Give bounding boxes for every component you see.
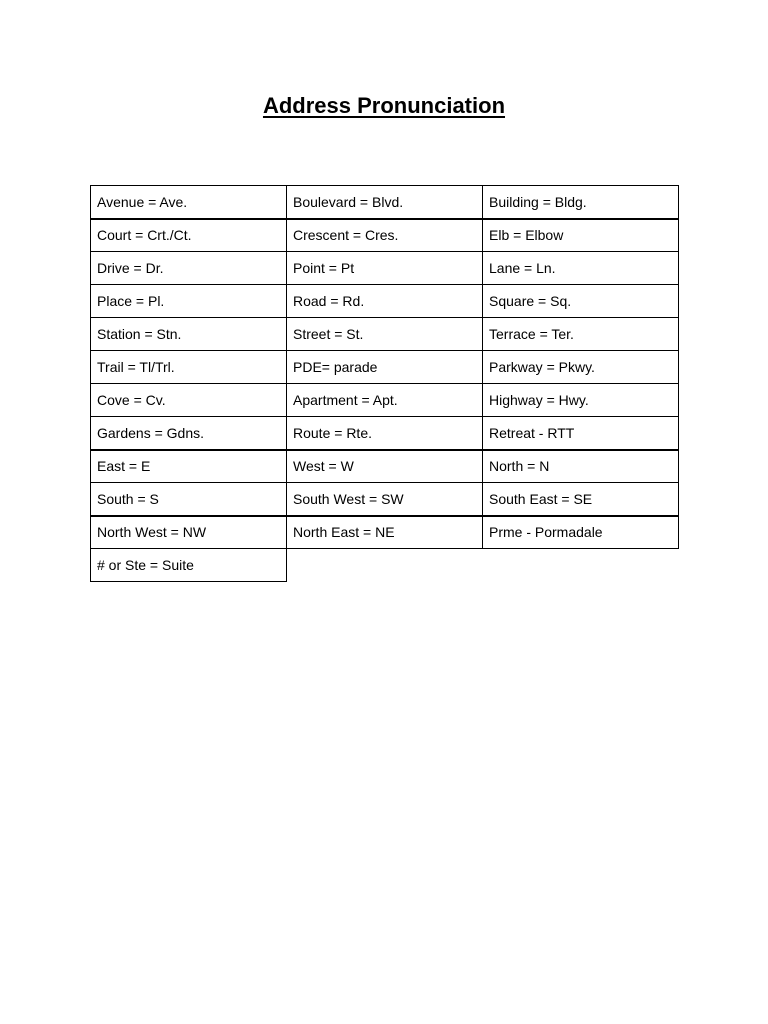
table-cell: Road = Rd. xyxy=(287,285,483,318)
table-cell: Crescent = Cres. xyxy=(287,219,483,252)
table-row xyxy=(91,186,679,219)
table-cell: Gardens = Gdns. xyxy=(91,417,287,450)
table-cell: Boulevard = Blvd. xyxy=(287,186,483,219)
table-cell: Elb = Elbow xyxy=(483,219,679,252)
table-cell: North = N xyxy=(483,450,679,483)
table-cell: Place = Pl. xyxy=(91,285,287,318)
table-cell: Parkway = Pkwy. xyxy=(483,351,679,384)
table-cell: Square = Sq. xyxy=(483,285,679,318)
table-cell: Route = Rte. xyxy=(287,417,483,450)
table-cell: North West = NW xyxy=(91,516,287,549)
table-cell: South West = SW xyxy=(287,483,483,516)
table-cell: PDE= parade xyxy=(287,351,483,384)
table-cell: Lane = Ln. xyxy=(483,252,679,285)
table-cell: Retreat - RTT xyxy=(483,417,679,450)
table-cell: South = S xyxy=(91,483,287,516)
table-cell: Cove = Cv. xyxy=(91,384,287,417)
table-row xyxy=(91,516,679,549)
table-row xyxy=(91,384,679,417)
table-cell: Terrace = Ter. xyxy=(483,318,679,351)
table-row xyxy=(91,483,679,516)
table-row xyxy=(91,219,679,252)
table-row xyxy=(91,450,679,483)
table-cell: Building = Bldg. xyxy=(483,186,679,219)
table-cell: Station = Stn. xyxy=(91,318,287,351)
table-row xyxy=(91,417,679,450)
table-cell: Point = Pt xyxy=(287,252,483,285)
table-cell: Street = St. xyxy=(287,318,483,351)
table-cell: Court = Crt./Ct. xyxy=(91,219,287,252)
page-title: Address Pronunciation xyxy=(262,93,506,118)
table-row xyxy=(91,351,679,384)
table-row xyxy=(91,252,679,285)
empty-cell xyxy=(287,549,483,582)
empty-cell xyxy=(483,549,679,582)
table-cell: North East = NE xyxy=(287,516,483,549)
table-cell: Prme - Pormadale xyxy=(483,516,679,549)
table-cell: Trail = Tl/Trl. xyxy=(91,351,287,384)
table-cell: Highway = Hwy. xyxy=(483,384,679,417)
table-row xyxy=(91,549,679,582)
table-cell: Avenue = Ave. xyxy=(91,186,287,219)
abbreviation-table xyxy=(90,185,679,582)
table-cell: # or Ste = Suite xyxy=(91,549,287,582)
table-cell: West = W xyxy=(287,450,483,483)
table-cell: South East = SE xyxy=(483,483,679,516)
table-cell: East = E xyxy=(91,450,287,483)
table-cell: Drive = Dr. xyxy=(91,252,287,285)
table-row xyxy=(91,285,679,318)
table-row xyxy=(91,318,679,351)
table-cell: Apartment = Apt. xyxy=(287,384,483,417)
